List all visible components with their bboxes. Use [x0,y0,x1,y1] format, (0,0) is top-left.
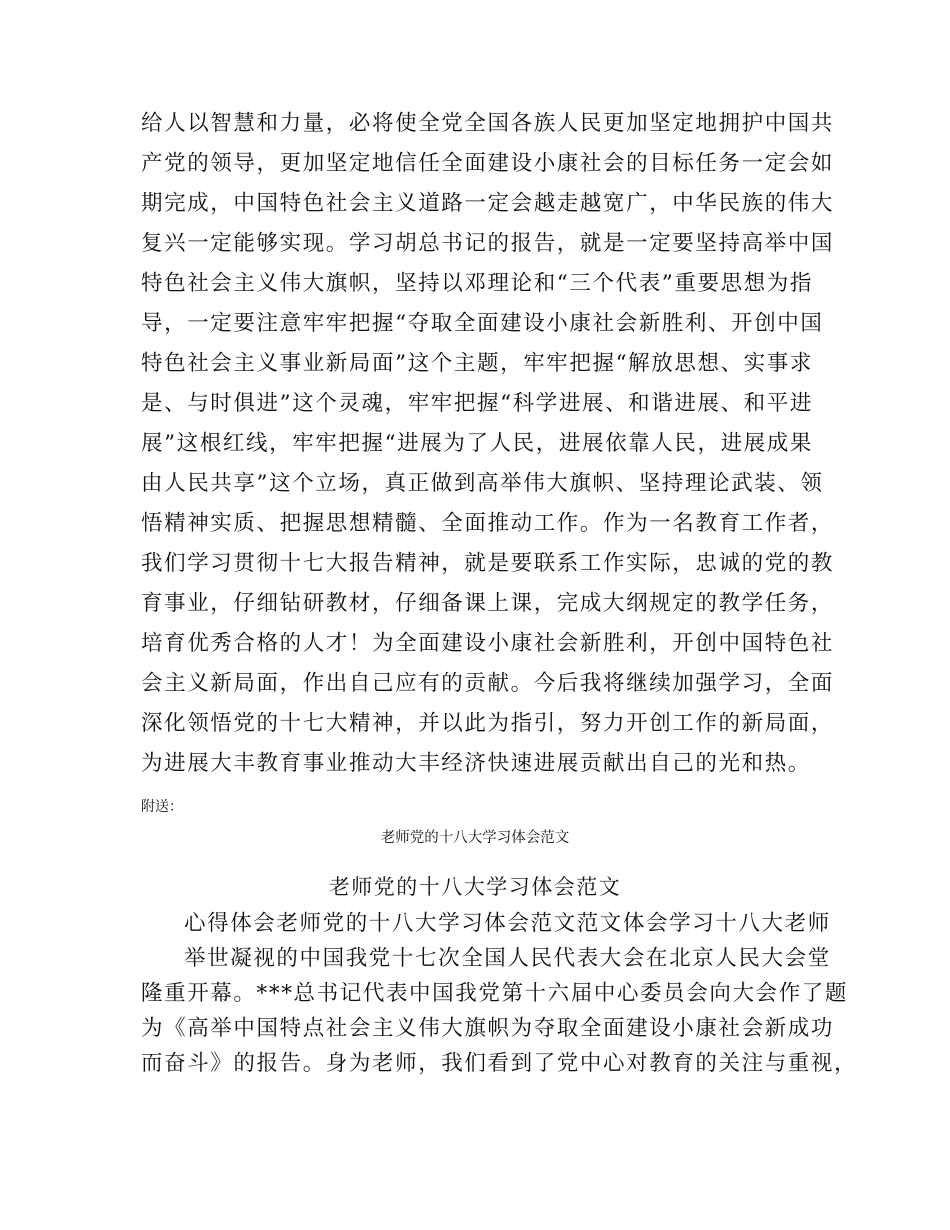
paragraph-line: 复兴一定能够实现。学习胡总书记的报告，就是一定要坚持高举中国 [141,231,835,256]
paragraph-line: 会主义新局面，作出自己应有的贡献。今后我将继续加强学习，全面 [141,671,835,696]
paragraph-line: 产党的领导，更加坚定地信任全面建设小康社会的目标任务一定会如 [141,151,835,176]
paragraph-line: 悟精神实质、把握思想精髓、全面推动工作。作为一名教育工作者， [141,511,835,536]
paragraph-line: 我们学习贯彻十七大报告精神，就是要联系工作实际，忠诚的党的教 [141,551,835,576]
paragraph-line: 深化领悟党的十七大精神，并以此为指引，努力开创工作的新局面， [141,711,835,736]
paragraph-line: 培育优秀合格的人才！为全面建设小康社会新胜利，开创中国特色社 [141,631,835,656]
main-paragraph [141,104,835,784]
paragraph-line: 由人民共享”这个立场，真正做到高举伟大旗帜、坚持理论武装、领 [141,471,824,496]
paragraph-line: 而奋斗》的报告。身为老师，我们看到了党中心对教育的关注与重视， [141,1051,858,1076]
paragraph-line: 隆重开幕。***总书记代表中国我党第十六届中心委员会向大会作了题 [141,981,848,1006]
paragraph-line: 期完成，中国特色社会主义道路一定会越走越宽广，中华民族的伟大 [141,191,835,216]
paragraph-line: 是、与时俱进”这个灵魂，牢牢把握“科学进展、和谐进展、和平进 [141,391,813,416]
paragraph-line: 特色社会主义伟大旗帜，坚持以邓理论和“三个代表”重要思想为指 [141,271,813,296]
section-body [141,906,858,1081]
paragraph-line: 为进展大丰教育事业推动大丰经济快速进展贡献出自己的光和热。 [141,751,811,776]
paragraph-line: 育事业，仔细钻研教材，仔细备课上课，完成大纲规定的教学任务， [141,591,835,616]
appendix-title: 老师党的十八大学习体会范文 [380,830,570,846]
paragraph-line: 导，一定要注意牢牢把握“夺取全面建设小康社会新胜利、开创中国 [141,311,824,336]
section-title: 老师党的十八大学习体会范文 [328,875,622,899]
paragraph-line: 为《高举中国特点社会主义伟大旗帜为夺取全面建设小康社会新成功 [141,1016,835,1041]
paragraph-line: 给人以智慧和力量，必将使全党全国各族人民更加坚定地拥护中国共 [141,111,835,136]
appendix-label: 附送： [141,799,183,815]
paragraph-line: 特色社会主义事业新局面”这个主题，牢牢把握“解放思想、实事求 [141,351,813,376]
paragraph-line: 展”这根红线，牢牢把握“进展为了人民，进展依靠人民，进展成果 [141,431,813,456]
paragraph-line: 举世凝视的中国我党十七次全国人民代表大会在北京人民大会堂 [184,946,831,971]
paragraph-line: 心得体会老师党的十八大学习体会范文范文体会学习十八大老师 [184,911,831,936]
